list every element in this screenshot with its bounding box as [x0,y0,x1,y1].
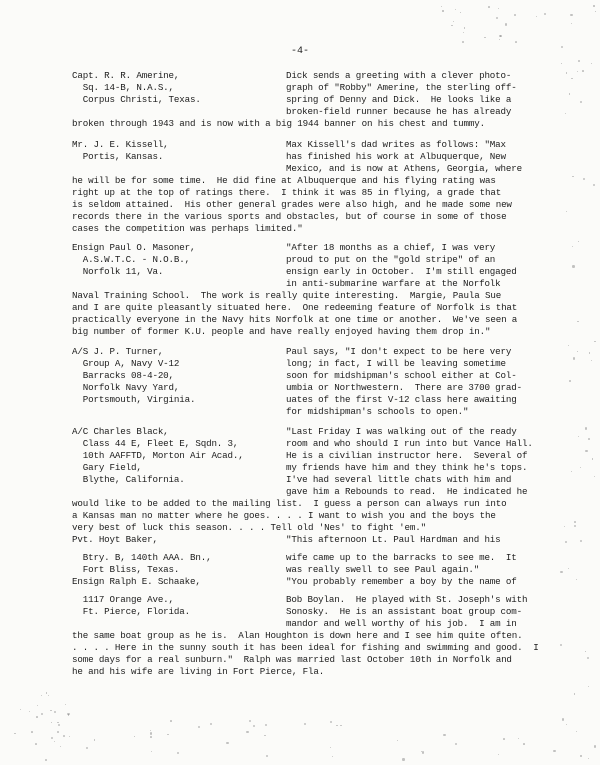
scan-speck [54,711,56,713]
scan-speck [580,101,582,103]
scan-speck [591,360,592,361]
scan-speck [588,686,589,687]
scan-speck [593,184,595,186]
text-line: practically everyone in the Navy hits Norfolk at one time or another. We've seen a [72,314,518,325]
text-line: right up at the top of ratings there. I think it was 85 in flying, a grade that [72,187,502,198]
scan-speck [569,93,570,94]
scan-speck [151,751,152,752]
scan-speck [565,541,567,543]
address-line: Gary Field, [72,462,142,473]
text-line: he will be for some time. He did fine at Albuquerque and his flying rating was [72,175,496,186]
scan-speck [463,32,464,33]
text-line: spring of Denny and Dick. He looks like a [286,94,512,105]
scan-speck [568,345,569,346]
scan-speck [580,540,582,542]
scan-speck [455,9,456,10]
address-line: Portis, Kansas. [72,151,164,162]
scan-speck [588,758,589,759]
scan-speck [568,568,569,569]
scan-speck [585,450,587,452]
scan-speck [553,750,555,752]
scan-speck [14,733,15,734]
page-number: -4- [290,46,309,57]
scan-speck [589,352,591,354]
scan-speck [570,14,572,16]
scan-speck [591,63,592,64]
address-line: Ensign Ralph E. Schaake, [72,576,201,587]
text-line: mandor and well worthy of his job. I am in [286,618,517,629]
scan-speck [20,709,21,710]
scan-speck [453,21,454,22]
scan-speck [566,724,567,725]
scan-speck [594,745,596,747]
scan-speck [86,747,88,749]
scan-speck [150,730,151,731]
scan-speck [57,722,59,724]
address-line: Norfolk 11, Va. [72,266,164,277]
text-line: "After 18 months as a chief, I was very [286,242,496,253]
scan-speck [594,476,595,477]
text-line: some days for a real sunburn." Ralph was married last October 10th in Norfolk and [72,654,512,665]
scan-speck [94,739,95,740]
text-line: graph of "Robby" Amerine, the sterling off- [286,82,517,93]
scan-speck [577,321,578,322]
text-line: wife came up to the barracks to see me. It [286,552,517,563]
scan-speck [544,13,546,15]
address-line: 10th AAFFTD, Morton Air Acad., [72,450,244,461]
address-line: Corpus Christi, Texas. [72,94,201,105]
scan-speck [51,722,52,723]
scan-speck [150,732,152,734]
address-line: Mr. J. E. Kissell, [72,139,169,150]
scan-speck [514,14,516,16]
text-line: would like to be added to the mailing list. I guess a person can always run into [72,498,507,509]
address-line: Class 44 E, Fleet E, Sqdn. 3, [72,438,239,449]
scan-speck [576,579,577,580]
text-line: Max Kissell's dad writes as follows: "Max [286,139,506,150]
scan-speck [582,70,584,72]
scan-speck [402,758,404,760]
text-line: broken-field runner because he has already [286,106,512,117]
address-line: Barracks 08-4-20, [72,370,174,381]
scan-speck [578,241,579,242]
scan-speck [421,751,422,752]
scan-speck [505,23,507,25]
scan-speck [48,695,49,696]
scan-speck [503,738,505,740]
scan-speck [177,752,179,754]
scan-speck [46,692,47,693]
text-line: . . . . Here in the sunny south it has been ideal for fishing and swimming and good. I [72,642,539,653]
scan-speck [566,211,568,213]
scan-speck [330,721,332,723]
scan-speck [464,27,466,29]
scan-speck [585,651,586,652]
scan-speck [572,246,573,247]
text-line: for midshipman's schools to open." [286,406,469,417]
scan-speck [29,711,30,712]
scan-speck [442,10,443,11]
text-line: gave him a Rebounds to read. He indicated he [286,486,528,497]
scan-speck [585,427,587,429]
scan-speck [167,734,168,735]
scan-speck [499,35,501,37]
address-line: Sq. 14-B, N.A.S., [72,82,174,93]
text-line: has finished his work at Albuquerque, New [286,151,506,162]
scan-speck [565,113,566,114]
scan-speck [576,731,577,732]
text-line: "You probably remember a boy by the name of [286,576,517,587]
text-line: ensign early in October. I'm still engaged [286,266,517,277]
address-line: Norfolk Navy Yard, [72,382,180,393]
text-line: my friends have him and they think he's tops. [286,462,528,473]
scan-speck [451,25,452,26]
scan-speck [515,41,517,43]
text-line: a Kansas man no matter where he goes. . . . I want to wish you and the boys the [72,510,496,521]
scan-speck [253,725,255,727]
scan-speck [574,521,576,523]
text-line: cases the competition was perhaps limited." [72,223,303,234]
scan-speck [571,78,572,79]
scan-speck [560,571,562,573]
scan-speck [460,12,461,13]
scan-speck [488,6,490,8]
address-line: A/C Charles Black, [72,426,169,437]
text-line: Bob Boylan. He played with St. Joseph's with [286,594,528,605]
text-line: in anti-submarine warfare at the Norfolk [286,278,501,289]
scan-speck [462,41,464,43]
scan-speck [170,720,172,722]
text-line: I've had several little chats with him and [286,474,512,485]
scan-speck [578,60,580,62]
scan-speck [580,467,581,468]
address-line: Capt. R. R. Amerine, [72,70,180,81]
scan-speck [561,63,562,64]
scan-speck [134,736,135,737]
scan-speck [50,710,51,711]
scan-speck [595,11,596,12]
scan-speck [54,741,55,742]
scan-speck [578,436,579,437]
scan-speck [249,720,251,722]
scan-speck [422,751,424,753]
scan-speck [496,17,498,19]
scan-speck [58,724,60,726]
scan-speck [246,731,248,733]
scan-speck [210,723,212,725]
address-line: Pvt. Hoyt Baker, [72,534,158,545]
text-line: He is a civilian instructor here. Several of [286,450,528,461]
scan-speck [583,178,585,180]
text-line: Dick sends a greeting with a clever photo- [286,70,512,81]
scan-speck [580,755,581,756]
address-line: Group A, Navy V-12 [72,358,180,369]
text-line: Mexico, and is now at Athens, Georgia, where [286,163,522,174]
scan-speck [265,724,267,726]
scan-speck [443,734,445,736]
text-line: room and who should I run into but Vance Hall. [286,438,533,449]
address-line: A.S.W.T.C. - N.O.B., [72,254,190,265]
scan-speck [304,723,306,725]
scan-speck [571,23,573,25]
address-line: A/S J. P. Turner, [72,346,164,357]
text-line: long; in fact, I will be leaving sometime [286,358,506,369]
scan-speck [562,718,564,720]
scan-speck [45,759,47,761]
scan-speck [31,731,33,733]
text-line: was really swell to see Paul again." [286,564,480,575]
text-line: soon for midshipman's school either at Col- [286,370,517,381]
scan-speck [523,743,525,745]
text-line: uates of the first V-12 class here awaiting [286,394,517,405]
text-line: is seldom attained. His other general grades were also high, and he made some new [72,199,512,210]
scan-speck [57,731,59,733]
text-line: big number of former K.U. people and have really enjoyed having them drop in." [72,326,491,337]
scan-speck [571,471,572,472]
scan-speck [577,71,579,73]
scan-speck [330,747,331,748]
scan-speck [60,746,61,747]
scan-speck [63,735,65,737]
address-line: Fort Bliss, Texas. [72,564,180,575]
text-line: he and his wife are living in Fort Pierce, Fla. [72,666,325,677]
scan-speck [441,6,442,7]
text-line: broken through 1943 and is now with a big 1944 banner on his chest and tummy. [72,118,485,129]
scan-speck [37,705,38,706]
scan-speck [455,743,457,745]
address-line: Ensign Paul O. Masoner, [72,242,196,253]
scan-speck [264,735,265,736]
text-line: and I are quite pleasantly situated here. One redeeming feature of Norfolk is that [72,302,518,313]
scan-speck [577,351,578,352]
text-line: "Last Friday I was walking out of the ready [286,426,517,437]
scan-speck [36,716,38,718]
scan-speck [593,5,594,6]
text-line: umbia or Northwestern. There are 3700 grad- [286,382,522,393]
scan-speck [41,713,43,715]
scan-speck [198,726,200,728]
scan-speck [69,736,70,737]
scan-speck [574,525,576,527]
text-line: Paul says, "I don't expect to be here very [286,346,512,357]
scan-speck [340,725,341,726]
text-line: Naval Training School. The work is really quite interesting. Margie, Paula Sue [72,290,502,301]
scan-speck [569,380,571,382]
scan-speck [560,644,562,646]
text-line: the same boat group as he is. Alan Houghton is down here and I see him quite often. [72,630,523,641]
text-line: "This afternoon Lt. Paul Hardman and his [286,534,501,545]
scan-speck [336,725,337,726]
text-line: Sonosky. He is an assistant boat group com- [286,606,522,617]
scan-speck [592,458,593,459]
scan-speck [498,754,499,755]
scan-speck [594,341,595,342]
scan-speck [51,737,53,739]
scan-speck [498,8,499,9]
address-line: Portsmouth, Virginia. [72,394,196,405]
scan-speck [397,740,398,741]
scan-speck [41,695,42,696]
scan-speck [484,37,485,38]
address-line: Blythe, California. [72,474,185,485]
scan-speck [65,704,66,705]
scan-speck [587,657,589,659]
scan-speck [564,526,565,527]
scan-speck [572,176,573,177]
scan-speck [588,438,590,440]
address-line: 1117 Orange Ave., [72,594,174,605]
scan-speck [266,755,268,757]
scan-speck [572,265,574,267]
address-line: Ft. Pierce, Florida. [72,606,190,617]
scan-speck [332,756,333,757]
scan-speck [150,736,152,738]
scan-speck [573,357,575,359]
address-line: Btry. B, 140th AAA. Bn., [72,552,212,563]
text-line: proud to put on the "gold stripe" of an [286,254,496,265]
text-line: very best of luck this season. . . . Tell old 'Nes' to fight 'em." [72,522,426,533]
scan-speck [35,743,37,745]
scan-speck [536,16,537,17]
scan-speck [499,39,500,40]
scan-speck [226,742,228,744]
text-line: records there in the various sports and obstacles, but of course in some of those [72,211,507,222]
scan-speck [518,738,519,739]
scan-speck [566,72,568,74]
scan-speck [574,693,576,695]
